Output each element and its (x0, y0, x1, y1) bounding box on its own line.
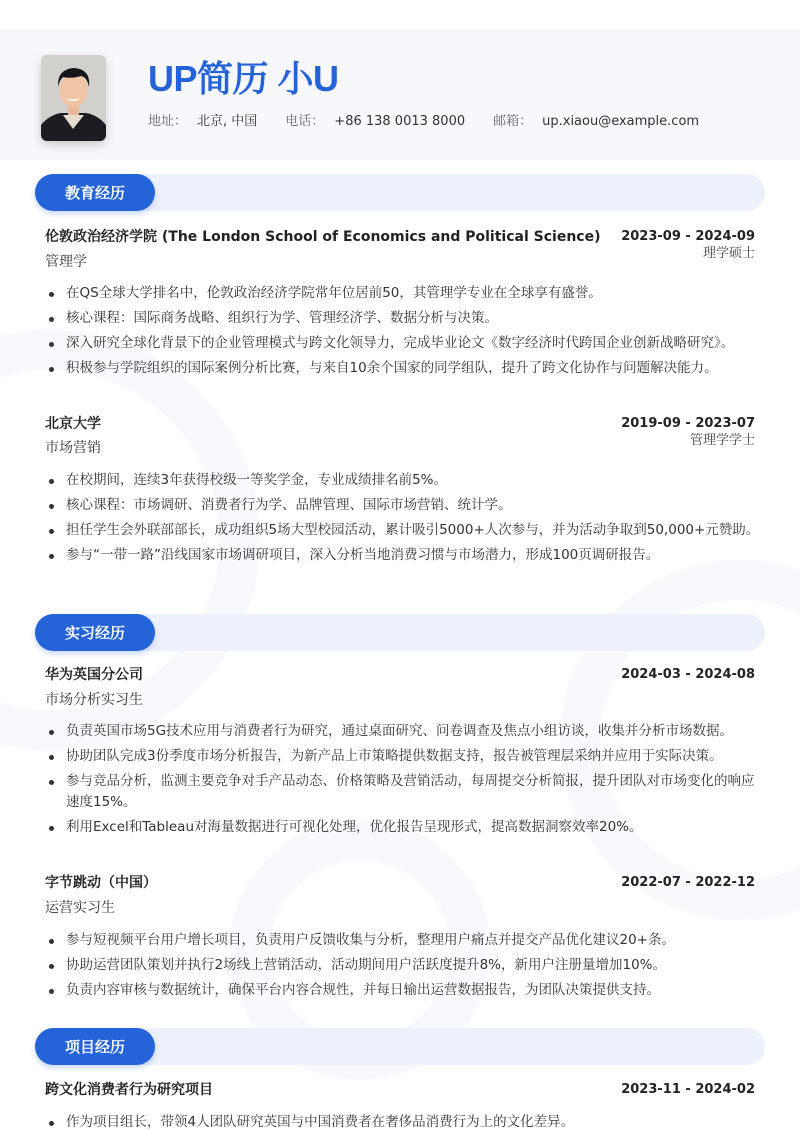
education-bullets (45, 283, 760, 383)
project-name: 跨文化消费者行为研究项目 (45, 1082, 213, 1098)
list-item: 参与竞品分析，监测主要竞争对手产品动态、价格策略及营销活动，每周提交分析简报，提升团队对市场变化的响应速度15%。 (45, 771, 760, 813)
education-date: 2019-09 - 2023-07 (621, 416, 755, 431)
section-education (35, 174, 765, 211)
list-item: 担任学生会外联部部长，成功组织5场大型校园活动，累计吸引5000+人次参与，并为活动争取到50,000+元赞助。 (45, 520, 760, 541)
education-date: 2023-09 - 2024-09 (621, 229, 755, 244)
list-item: 利用Excel和Tableau对海量数据进行可视化处理，优化报告呈现形式，提高数据洞察效率20%。 (45, 817, 760, 838)
list-item: 核心课程：国际商务战略、组织行为学、管理经济学、数据分析与决策。 (45, 308, 760, 329)
list-item: 在QS全球大学排名中，伦敦政治经济学院常年位居前50，其管理学专业在全球享有盛誉。 (45, 283, 760, 304)
list-item: 参与“一带一路”沿线国家市场调研项目，深入分析当地消费习惯与市场潜力，形成100页调研报告。 (45, 545, 760, 566)
list-item: 作为项目组长，带领4人团队研究英国与中国消费者在奢侈品消费行为上的文化差异。 (45, 1112, 760, 1130)
degree: 管理学学士 (689, 433, 755, 448)
job-role: 运营实习生 (45, 900, 115, 916)
address-value: 北京, 中国 (197, 114, 258, 129)
list-item: 深入研究全球化背景下的企业管理模式与跨文化领导力，完成毕业论文《数字经济时代跨国企业创新战略研究》。 (45, 333, 760, 354)
internship-bullets (45, 930, 760, 1005)
major: 管理学 (45, 254, 87, 270)
contact-address (148, 113, 257, 131)
project-date: 2023-11 - 2024-02 (621, 1082, 755, 1097)
list-item: 负责英国市场5G技术应用与消费者行为研究，通过桌面研究、问卷调查及焦点小组访谈，收集并分析市场数据。 (45, 721, 760, 742)
company-name: 华为英国分公司 (45, 667, 143, 683)
internship-bullets (45, 721, 760, 842)
section-title-projects: 项目经历 (35, 1028, 155, 1065)
resume-header (0, 29, 800, 160)
school-name: 北京大学 (45, 416, 101, 432)
email-label: 邮箱： (493, 114, 533, 129)
person-photo-icon (41, 55, 106, 141)
list-item: 协助团队完成3份季度市场分析报告，为新产品上市策略提供数据支持，报告被管理层采纳并应用于实际决策。 (45, 746, 760, 767)
profile-photo (41, 55, 106, 141)
internship-date: 2022-07 - 2022-12 (621, 875, 755, 890)
section-title-internship: 实习经历 (35, 614, 155, 651)
section-projects (35, 1028, 765, 1065)
degree: 理学硕士 (702, 246, 755, 261)
list-item: 参与短视频平台用户增长项目，负责用户反馈收集与分析，整理用户痛点并提交产品优化建议20+条。 (45, 930, 760, 951)
list-item: 积极参与学院组织的国际案例分析比赛，与来自10余个国家的同学组队，提升了跨文化协作与问题解决能力。 (45, 358, 760, 379)
major: 市场营销 (45, 440, 101, 456)
list-item: 在校期间，连续3年获得校级一等奖学金，专业成绩排名前5%。 (45, 470, 760, 491)
project-bullets (45, 1112, 760, 1130)
email-value: up.xiaou@example.com (542, 114, 700, 129)
contact-info (148, 113, 699, 131)
list-item: 核心课程：市场调研、消费者行为学、品牌管理、国际市场营销、统计学。 (45, 495, 760, 516)
phone-label: 电话： (285, 114, 325, 129)
candidate-name: UP简历 小U (148, 58, 339, 99)
school-name: 伦敦政治经济学院 (The London School of Economics and Political Science) (45, 229, 601, 245)
company-name: 字节跳动（中国） (45, 875, 157, 891)
contact-email (493, 113, 699, 131)
education-bullets (45, 470, 760, 570)
contact-phone (285, 113, 465, 131)
section-internship (35, 614, 765, 651)
phone-value: +86 138 0013 8000 (334, 114, 466, 129)
list-item: 协助运营团队策划并执行2场线上营销活动，活动期间用户活跃度提升8%，新用户注册量增加10%。 (45, 955, 760, 976)
list-item: 负责内容审核与数据统计，确保平台内容合规性，并每日输出运营数据报告，为团队决策提供支持。 (45, 980, 760, 1001)
address-label: 地址： (148, 114, 188, 129)
section-title-education: 教育经历 (35, 174, 155, 211)
job-role: 市场分析实习生 (45, 692, 143, 708)
internship-date: 2024-03 - 2024-08 (621, 667, 755, 682)
